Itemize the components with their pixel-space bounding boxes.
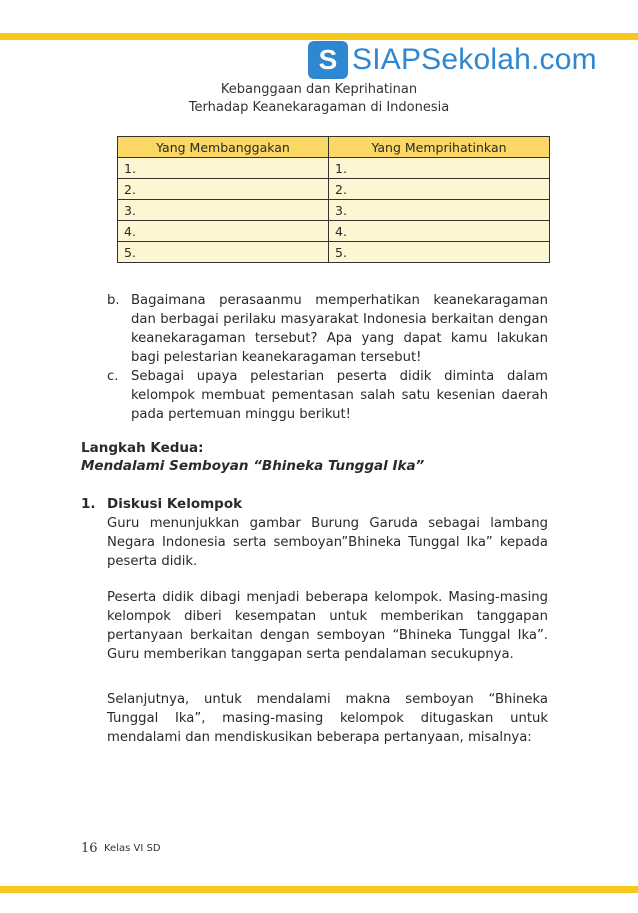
footer-book-label: Kelas VI SD xyxy=(104,843,161,854)
table-row xyxy=(118,158,550,179)
header-concern: Yang Memprihatinkan xyxy=(329,137,550,158)
watermark-logo xyxy=(308,40,597,80)
header-proud: Yang Membanggakan xyxy=(118,137,329,158)
table-row xyxy=(118,221,550,242)
table-row xyxy=(118,179,550,200)
item-b-text: Bagaimana perasaanmu memperhatikan keanekaragaman dan berbagai perilaku masyarakat Indonesia berkaitan dengan keanekaragaman tersebut? Apa yang dapat kamu lakukan bagi pelestarian keanekaragaman tersebut! xyxy=(131,293,548,365)
section-number: 1. xyxy=(81,496,96,512)
table-cell: 1. xyxy=(329,158,550,179)
table-cell: 5. xyxy=(329,242,550,263)
table-cell: 3. xyxy=(329,200,550,221)
table-cell: 3. xyxy=(118,200,329,221)
section-paragraph-2: Peserta didik dibagi menjadi beberapa kelompok. Masing-masing kelompok diberi kesempatan untuk memberikan tanggapan pertanyaan berkaitan dengan semboyan “Bhineka Tunggal Ika”. Guru memberikan tanggapan serta pendalaman secukupnya. xyxy=(107,590,548,662)
table-cell: 4. xyxy=(329,221,550,242)
section-paragraph-3: Selanjutnya, untuk mendalami makna semboyan “Bhineka Tunggal Ika”, masing-masing kelompok ditugaskan untuk mendalami dan mendiskusikan beberapa pertanyaan, misalnya: xyxy=(107,692,548,745)
table-title-line2: Terhadap Keanekaragaman di Indonesia xyxy=(188,100,450,115)
logo-badge: S xyxy=(308,41,348,79)
bottom-rule xyxy=(0,886,638,893)
pride-concern-table xyxy=(117,136,550,263)
table-cell: 5. xyxy=(118,242,329,263)
item-c-text: Sebagai upaya pelestarian peserta didik diminta dalam kelompok membuat pementasan salah satu kesenian daerah pada pertemuan minggu berikut! xyxy=(131,369,548,422)
table-cell: 2. xyxy=(118,179,329,200)
page-number: 16 xyxy=(81,841,98,856)
item-c-label: c. xyxy=(107,369,119,384)
item-b-label: b. xyxy=(107,293,120,308)
table-title-line1: Kebanggaan dan Keprihatinan xyxy=(220,82,418,97)
section-paragraph-1: Guru menunjukkan gambar Burung Garuda sebagai lambang Negara Indonesia serta semboyan”Bhineka Tunggal Ika” kepada peserta didik. xyxy=(107,516,548,569)
table-row xyxy=(118,200,550,221)
table-cell: 4. xyxy=(118,221,329,242)
top-rule xyxy=(0,33,638,40)
table-header-row xyxy=(118,137,550,158)
logo-text: SIAPSekolah.com xyxy=(352,43,597,76)
table-cell: 1. xyxy=(118,158,329,179)
step-title: Langkah Kedua: xyxy=(81,440,204,456)
table-row xyxy=(118,242,550,263)
step-subtitle: Mendalami Semboyan “Bhineka Tunggal Ika” xyxy=(81,458,425,474)
section-title: Diskusi Kelompok xyxy=(107,496,243,512)
table-cell: 2. xyxy=(329,179,550,200)
